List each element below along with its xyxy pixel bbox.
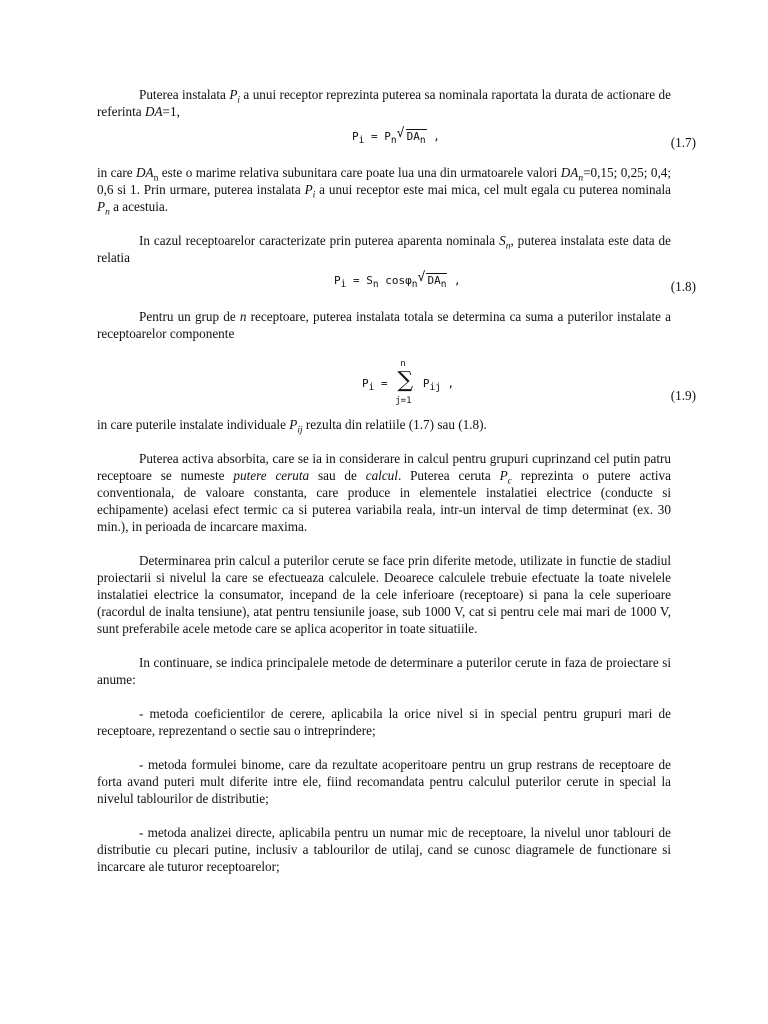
square-root: √ $DA_n$ <box>417 270 447 291</box>
paragraph-methods-intro: In continuare, se indica principalele metode de determinare a puterilor cerute in faza de proiectare si anume: <box>97 655 671 687</box>
equation-number: (1.9) <box>670 388 696 403</box>
paragraph-calculation-methods: Determinarea prin calcul a puterilor cerute se face prin diferite metode, utilizate in functie de stadiul proiectarii si nivelul la care se efectueaza calculele. Deoarece calculele trebuie efectuate la toate nivelele instalatiei electrice la consumator, incepand de la cele inferioare (receptoare) si pana la cele superioare (racordul de inalta tensiune), atat pentru tensiunile joase, sub 1000 V, cat si pentru cele mai mari de 1000 V, sunt preferabile acele metode care se aplica acoperitor in toate situatiile. <box>97 553 671 636</box>
equation-number: (1.8) <box>670 279 696 294</box>
paragraph-installed-power: Puterea instalata $P_i$ a unui receptor reprezinta puterea sa nominala raportata la durata de actionare de referinta DA=1, <box>97 87 671 119</box>
summation: n ∑ j=1 <box>395 359 414 406</box>
equation-1-7: $P_i = P_n$ √ $DA_n$ , (1.7) <box>352 126 696 150</box>
equation-1-9: $P_i$ = n ∑ j=1 $P_{ij}$ , (1.9) <box>362 359 696 406</box>
paragraph-da-values: in care $DA_n$ este o marime relativa subunitara care poate lua una din urmatoarele valori $DA_n=0,15$; 0,25; 0,4; 0,6 si 1. Prin urmare, puterea instalata $P_i$ a unui receptor este mai mica, cel mult egala cu puterea nominala $P_n$ a acestuia. <box>97 165 671 218</box>
paragraph-required-power: Puterea activa absorbita, care se ia in considerare in calcul pentru grupuri cuprinzand cel putin patru receptoare se numeste putere ceruta sau de calcul. Puterea ceruta $P_c$ reprezinta o putere activa conventionala, de valoare constanta, care produce in elementele instalatiei electrice (conducte si echipamente) acelasi efect termic ca si puterea variabila reala, intr-un interval de timp determinat (ex. 30 min.), in perioada de incarcare maxima. <box>97 451 671 534</box>
list-item-binomial-formula: - metoda formulei binome, care da rezultate acoperitoare pentru un grup restrans de receptoare de forta avand puteri mult diferite intre ele, fiind recomandata pentru calculul puterilor cerute in special la nivelul tablourilor de distributie; <box>97 757 671 806</box>
paragraph-individual-powers: in care puterile instalate individuale $P_{ij}$ rezulta din relatiile (1.7) sau (1.8). <box>97 417 487 436</box>
paragraph-group-power: Pentru un grup de n receptoare, puterea instalata totala se determina ca suma a puterilor instalate a receptoarelor componente <box>97 309 671 341</box>
list-item-demand-coefficients: - metoda coeficientilor de cerere, aplicabila la orice nivel si in special pentru grupuri mari de receptoare, reprezentand o sectie sau o intreprindere; <box>97 706 671 738</box>
paragraph-apparent-power: In cazul receptoarelor caracterizate prin puterea aparenta nominala $S_n$, puterea instalata este data de relatia <box>97 233 671 265</box>
equation-number: (1.7) <box>670 135 696 150</box>
list-item-direct-analysis: - metoda analizei directe, aplicabila pentru un numar mic de receptoare, la nivelul unor tablouri de distributie cu plecari putine, inclusiv a tablourilor de utilaj, cand se cunosc diagramele de functionare si incarcare ale tuturor receptoarelor; <box>97 825 671 874</box>
document-page <box>97 86 696 875</box>
equation-1-8: $P_i = S_n$ cosφ$_n$ √ $DA_n$ , (1.8) <box>334 270 696 294</box>
square-root: √ $DA_n$ <box>396 126 426 147</box>
